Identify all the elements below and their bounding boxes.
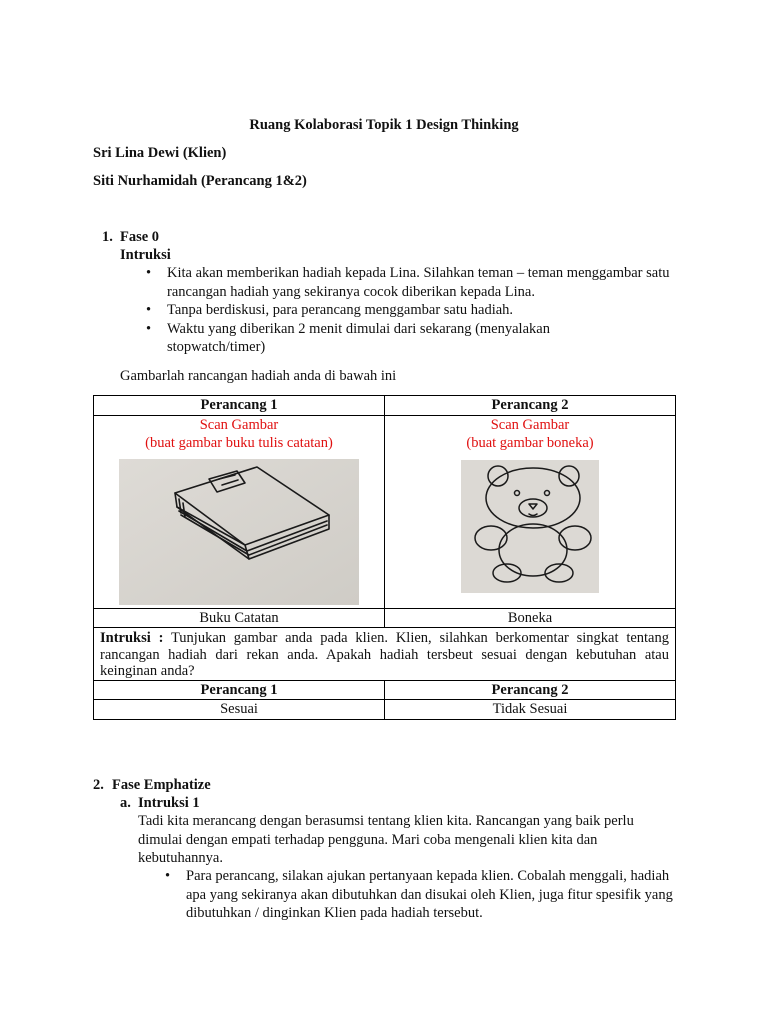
phase0-heading: Fase 0 [120, 229, 160, 245]
phase0-bullet-list [142, 264, 682, 357]
design-table [93, 395, 676, 720]
designer2-drawing-cell [385, 415, 676, 608]
feedback-instruction-label: Intruksi : [100, 630, 164, 646]
book-sketch-icon [119, 459, 359, 605]
designer2-caption: Boneka [385, 608, 676, 628]
designer1-drawing-cell [94, 415, 385, 608]
doll-drawing-image [461, 460, 599, 593]
designer1-scan-hint: (buat gambar buku tulis catatan) [145, 435, 333, 451]
feedback-instruction-cell [94, 628, 676, 681]
book-drawing-image [119, 459, 359, 605]
client-name: Sri Lina Dewi (Klien) [93, 145, 227, 161]
document-title: Ruang Kolaborasi Topik 1 Design Thinking [249, 117, 519, 133]
list-item: • Waktu yang diberikan 2 menit dimulai dari sekarang (menyalakan stopwatch/timer) [142, 320, 597, 357]
phase2-paragraph: Tadi kita merancang dengan berasumsi tentang klien kita. Rancangan yang baik perlu dimulai dengan empati terhadap pengguna. Mari coba mengenali klien kita dan kebutuhannya. [138, 813, 634, 866]
phase2-sub-heading: Intruksi 1 [138, 795, 200, 811]
table-header-designer2: Perancang 2 [385, 396, 676, 416]
phase0-number: 1. [102, 229, 113, 245]
designer1-scan-label: Scan Gambar [199, 416, 279, 433]
phase2-number: 2. [93, 777, 104, 793]
designer2-scan-hint: (buat gambar boneka) [466, 435, 594, 451]
feedback-instruction-text: Tunjukan gambar anda pada klien. Klien, silahkan berkomentar singkat tentang rancangan hadiah dari rekan anda. Apakah hadiah tersbeut sesuai dengan kebutuhan atau keinginan anda? [100, 630, 669, 679]
phase2-bullet-list [161, 867, 676, 923]
table-header-designer1: Perancang 1 [94, 396, 385, 416]
designer2-scan-label: Scan Gambar [490, 416, 570, 433]
phase2-sub-letter: a. [120, 795, 131, 811]
draw-prompt: Gambarlah rancangan hadiah anda di bawah ini [120, 368, 397, 384]
phase0-instruction-heading: Intruksi [120, 247, 171, 263]
result-designer1: Sesuai [94, 700, 385, 720]
list-item: • Para perancang, silakan ajukan pertanyaan kepada klien. Cobalah menggali, hadiah apa yang sekiranya akan dibutuhkan dan disukai oleh Klien, juga fitur spesifik yang dibutuhkan / dinginkan Klien pada hadiah tersebut. [161, 867, 676, 923]
phase2-heading: Fase Emphatize [112, 777, 211, 793]
designer1-caption: Buku Catatan [94, 608, 385, 628]
teddy-bear-sketch-icon [461, 460, 599, 593]
result-designer2: Tidak Sesuai [385, 700, 676, 720]
list-item: • Kita akan memberikan hadiah kepada Lina. Silahkan teman – teman menggambar satu rancangan hadiah yang sekiranya cocok diberikan kepada Lina. [142, 264, 682, 301]
designer-name: Siti Nurhamidah (Perancang 1&2) [93, 173, 307, 189]
list-item: • Tanpa berdiskusi, para perancang menggambar satu hadiah. [142, 301, 682, 320]
result-header-designer2: Perancang 2 [385, 680, 676, 700]
result-header-designer1: Perancang 1 [94, 680, 385, 700]
